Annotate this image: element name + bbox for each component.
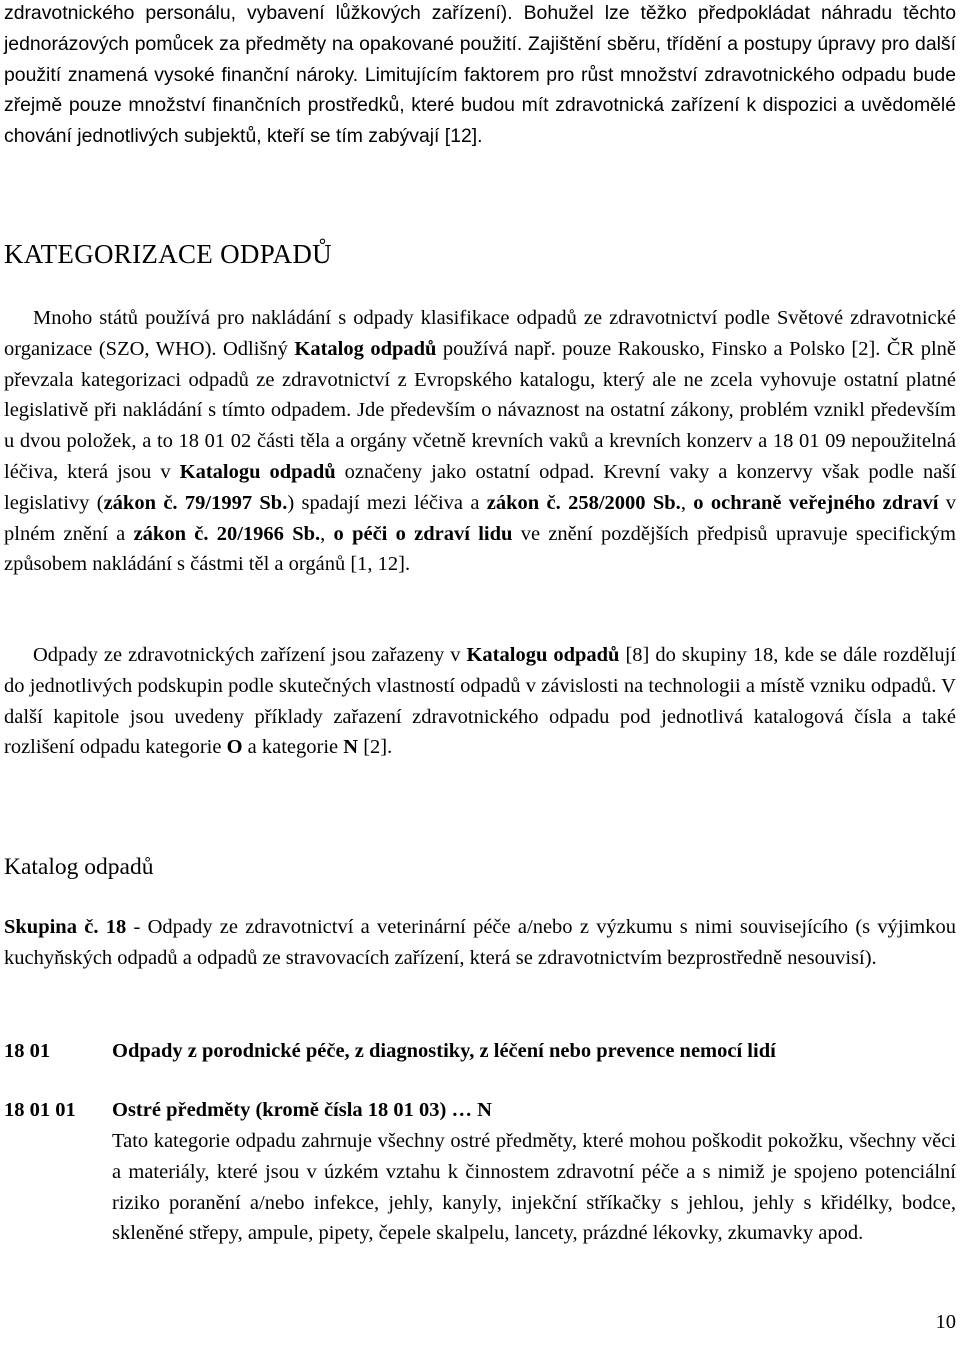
text-run: označeny jako ostatní odpad. Krevní vaky a konzervy však podle naší legislativy ( — [4, 460, 956, 514]
text-run: , — [680, 491, 694, 514]
text-run: - Odpady ze zdravotnictví a veterinární péče a/nebo z výzkumu s nimi souvisejícího (s výjimkou kuchyňských odpadů a odpadů ze stravovacích zařízení, která se zdravotnictvím bezprostředně nesouvisí). — [4, 916, 956, 969]
kategorizace-paragraph-1 — [4, 303, 956, 580]
bold-run: O — [226, 736, 243, 759]
text-run: Mnoho států používá pro nakládání s odpady klasifikace odpadů ze zdravotnictví podle Světové zdravotnické organizace (SZO, WHO). Odlišný — [4, 307, 956, 360]
bold-run: N — [343, 736, 359, 759]
catalog-title-18-01-01 — [112, 1095, 956, 1126]
intro-text-part2: Limitujícím faktorem pro růst množství zdravotnického odpadu bude zřejmě pouze množství finančních prostředků, které budou mít zdravotnická zařízení k dispozici a uvědomělé chování jednotlivých subjektů, kteří se tím zabývají [12]. — [4, 63, 956, 148]
bold-run: zákon č. 258/2000 Sb. — [486, 491, 681, 514]
catalog-code-18-01-01: 18 01 01 — [4, 1099, 76, 1121]
intro-text-part1: zdravotnického personálu, vybavení lůžkových zařízení). Bohužel lze těžko předpokládat náhradu těchto jednorázových pomůcek za předměty na opakované použití. Zajištění sběru, třídění a postupy úpravy pro další použití znamená vysoké finanční nároky. — [4, 2, 956, 86]
catalog-title-18-01 — [112, 1036, 956, 1067]
text-run: v plném znění a — [4, 491, 957, 545]
catalog-code-18-01: 18 01 — [4, 1040, 51, 1062]
intro-paragraph — [4, 0, 956, 152]
text-run: a kategorie — [242, 736, 344, 759]
bold-run: Odpady z porodnické péče, z diagnostiky, z léčení nebo prevence nemocí lidí — [112, 1040, 776, 1062]
text-run: používá např. pouze Rakousko, Finsko a Polsko [2]. ČR plně převzala kategorizaci odpadů ze zdravotnictví z Evropského katalogu, který ale ne zcela vyhovuje ostatní platné legislativě při nakládání s tímto odpadem. Jde především o návaznost na ostatní zákony, problém vznikl především u dvou položek, a to 18 01 02 části těla a orgány včetně krevních vaků a krevních konzerv a 18 01 09 nepoužitelná léčiva, která jsou v — [4, 337, 956, 483]
text-run: , — [320, 522, 334, 545]
bold-run: Katalogu odpadů — [179, 460, 336, 483]
text-run: [8] do skupiny 18, kde se dále rozdělují do jednotlivých podskupin podle skutečných vlastností odpadů v závislosti na technologii a místě vzniku odpadů. V další kapitole jsou uvedeny příklady zařazení zdravotnického odpadu pod jednotlivá katalogová čísla a také rozlišení odpadu kategorie — [4, 644, 956, 759]
section-heading-kategorizace: KATEGORIZACE ODPADŮ — [4, 239, 332, 269]
bold-run: Katalog odpadů — [294, 337, 437, 360]
bold-run: Skupina č. 18 — [4, 916, 127, 938]
kategorizace-paragraph-2 — [4, 640, 956, 763]
text-run: ve znění pozdějších předpisů upravuje specifickým způsobem nakládání s částmi těl a orgánů [1, 12]. — [4, 522, 957, 576]
bold-run: o ochraně veřejného zdraví — [693, 491, 939, 514]
bold-run: o péči o zdraví lidu — [333, 522, 513, 545]
section-heading-katalog: Katalog odpadů — [4, 854, 154, 880]
bold-run: zákon č. 79/1997 Sb. — [103, 491, 288, 514]
bold-run: zákon č. 20/1966 Sb. — [133, 522, 321, 545]
text-run: [2]. — [358, 736, 393, 759]
text-run: Odpady ze zdravotnických zařízení jsou zařazeny v — [33, 644, 467, 666]
catalog-text-18-01-01: Tato kategorie odpadu zahrnuje všechny ostré předměty, které mohou poškodit pokožku, všechny věci a materiály, které jsou v úzkém vztahu k činnostem zdravotní péče a s nimiž je spojeno potenciální riziko poranění a/nebo infekce, jehly, kanyly, injekční stříkačky s jehlou, jehly s křidélky, bodce, skleněné střepy, ampule, pipety, čepele skalpelu, lancety, prázdné lékovky, zkumavky apod. — [112, 1130, 956, 1245]
text-run: ) spadají mezi léčiva a — [287, 491, 487, 514]
bold-run: Katalogu odpadů — [466, 644, 620, 666]
skupina-paragraph — [4, 912, 956, 974]
bold-run: Ostré předměty (kromě čísla 18 01 03) … N — [112, 1099, 492, 1121]
page-number: 10 — [935, 1311, 956, 1333]
